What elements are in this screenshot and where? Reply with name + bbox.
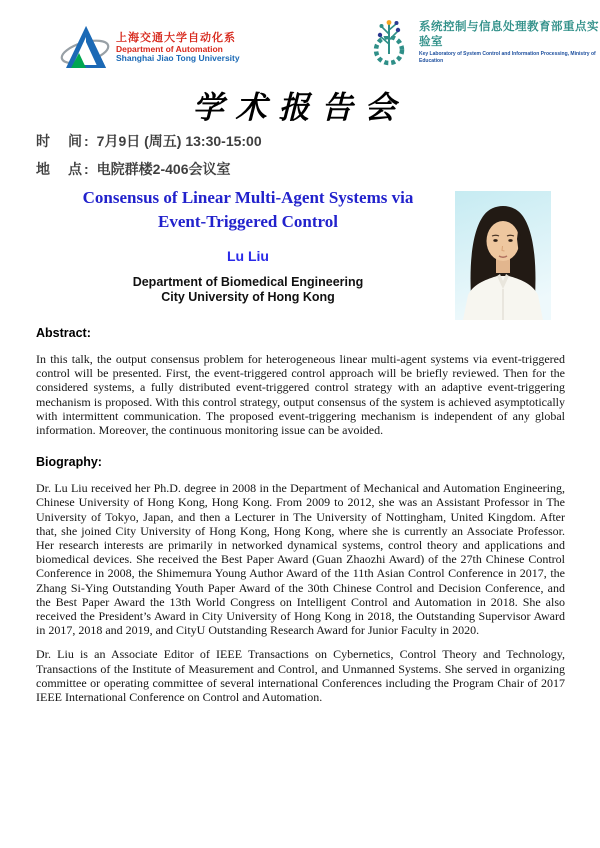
- talk-title-line2: Event-Triggered Control: [158, 212, 338, 231]
- sjtu-triangle-logo-icon: [60, 22, 112, 74]
- affiliation-line2: City University of Hong Kong: [161, 290, 335, 304]
- speaker-name: Lu Liu: [227, 248, 269, 264]
- venue-label: 地 点:: [36, 161, 91, 177]
- biography-paragraph-1: Dr. Lu Liu received her Ph.D. degree in 2008 in the Department of Mechanical and Automation Engineering, Chinese University of Hong Kong, Hong Kong. From 2009 to 2012, she was an Assistant Professor in The University of Tokyo, Japan, and then a Lecturer in The University of Nottingham, United Kingdom. After that, she joined City University of Hong Kong, Hong Kong, where she is currently an Associate Professor. Her research interests are primarily in networked dynamical systems, control theory and applications and biomedical devices. She received the Best Paper Award (Guan Zhaozhi Award) of the 27th Chinese Control Conference in 2008, the Shimemura Young Author Award of the 11th Asian Control Conference in 2017, the Zhang Si-Ying Outstanding Youth Paper Award of the 30th Chinese Control and Decision Conference, and the Best Paper Award the 13th World Congress on Intelligent Control and Automation in 2018. She also received the President’s Award in City University of Hong Kong in 2018, the Outstanding Supervisor Award in 2017, 2018 and 2019, and CityU Outstanding Research Award for Junior Faculty in 2020.: [36, 481, 565, 638]
- sjtu-logo-en-dept-text: Department of Automation: [116, 43, 223, 54]
- affiliation-line1: Department of Biomedical Engineering: [132, 275, 364, 289]
- time-label: 时 间:: [36, 133, 91, 149]
- speaker-affiliation: [36, 275, 460, 305]
- sjtu-logo-en-univ-text: Shanghai Jiao Tong University: [116, 53, 240, 64]
- abstract-paragraph: In this talk, the output consensus problem for heterogeneous linear multi-agent systems via event-triggered control will be presented. First, the event-triggered control approach will be briefly reviewed. Then for the considered systems, a fully distributed event-triggered control strategy with an adaptive event-triggering mechanism is proposed. With this control strategy, output consensus of the system is achieved asymptotically with intermittent communication. The proposed event-triggering mechanism is independent of any global information. Moreover, the continuous monitoring issue can be avoided.: [36, 352, 565, 438]
- banner-title: 学术报告会: [192, 90, 408, 126]
- talk-title: [36, 186, 460, 234]
- speaker-photo: [455, 191, 551, 320]
- lab-logo-cn-text: 系统控制与信息处理教育部重点实验室: [419, 20, 599, 48]
- venue-value: 电院群楼2-406会议室: [96, 161, 231, 177]
- key-lab-logo: [365, 16, 600, 68]
- venue-row: [36, 159, 230, 179]
- biography-heading: Biography:: [36, 455, 102, 470]
- time-value: 7月9日 (周五) 13:30-15:00: [96, 133, 262, 149]
- sjtu-automation-logo: [60, 22, 240, 74]
- sjtu-logo-cn-text: 上海交通大学自动化系: [116, 31, 236, 44]
- lab-logo-en-text: Key Laboratory of System Control and Information Processing, Ministry of Education: [419, 51, 596, 64]
- document-body: [36, 326, 565, 714]
- biography-paragraph-2: Dr. Liu is an Associate Editor of IEEE Transactions on Cybernetics, Control Theory and Technology, Transactions of the Institute of Measurement and Control, and Unmanned Systems. She served in organizing committee or operating committee of several international Conferences including the Program Chair of 2017 IEEE International Conference on Control and Automation.: [36, 647, 565, 705]
- talk-title-line1: Consensus of Linear Multi-Agent Systems via: [82, 188, 414, 207]
- gear-circuit-logo-icon: [365, 16, 413, 68]
- talk-block: [36, 186, 460, 305]
- time-row: [36, 131, 262, 151]
- abstract-heading: Abstract:: [36, 326, 91, 340]
